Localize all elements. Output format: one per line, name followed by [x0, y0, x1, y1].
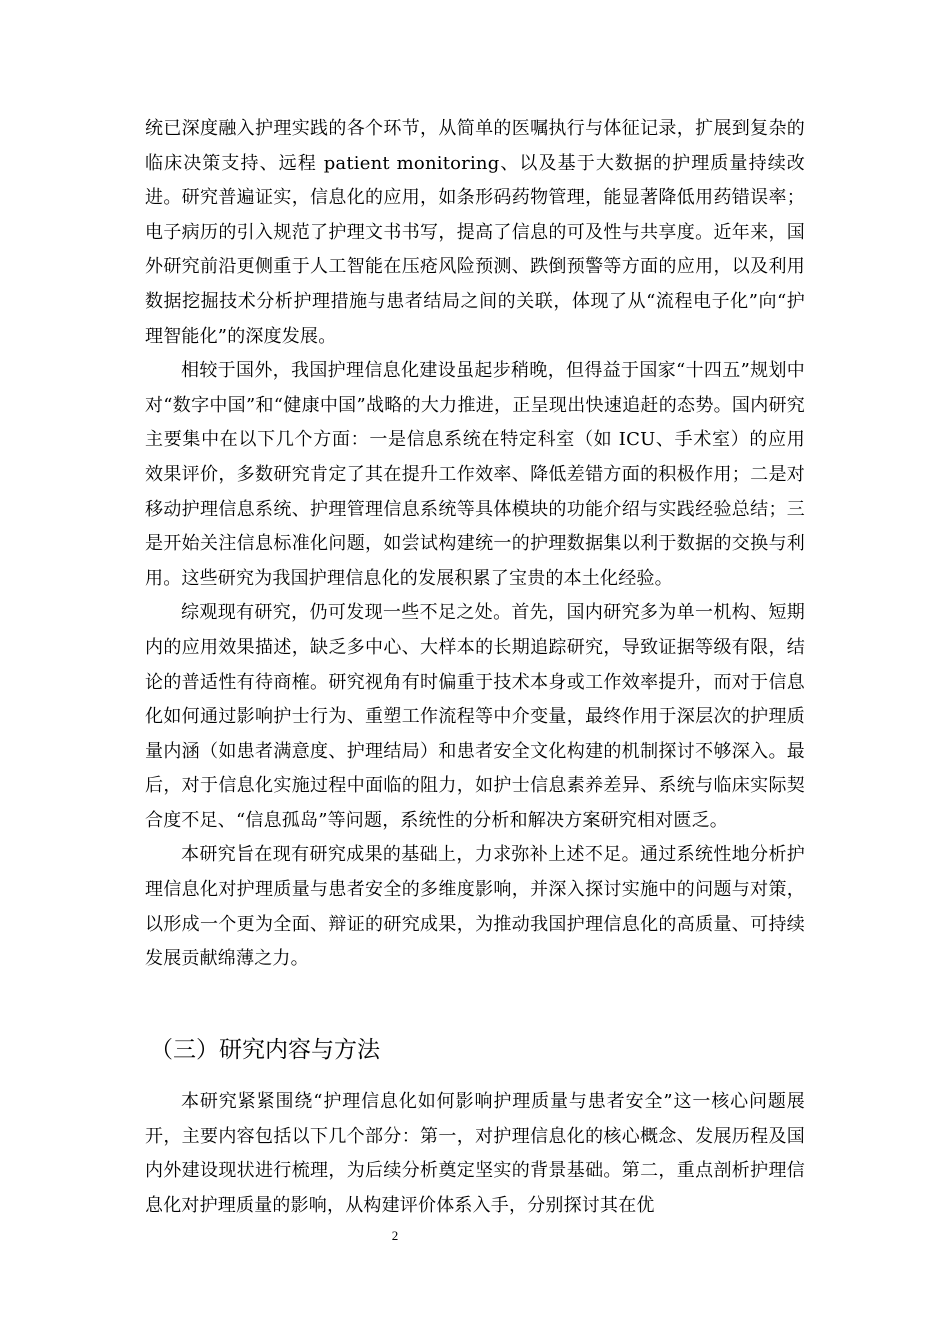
- page-number: 2: [391, 1228, 399, 1243]
- paragraph-research-gaps: 综观现有研究，仍可发现一些不足之处。首先，国内研究多为单一机构、短期内的应用效果描述，缺乏多中心、大样本的长期追踪研究，导致证据等级有限，结论的普适性有待商榷。研究视角有时偏重于技术本身或工作效率提升，而对于信息化如何通过影响护士行为、重塑工作流程等中介变量，最终作用于深层次的护理质量内涵（如患者满意度、护理结局）和患者安全文化构建的机制探讨不够深入。最后，对于信息化实施过程中面临的阻力，如护士信息素养差异、系统与临床实际契合度不足、“信息孤岛”等问题，系统性的分析和解决方案研究相对匮乏。: [145, 602, 805, 831]
- body-text-after-heading: [145, 1085, 805, 1223]
- paragraph-continued: 统已深度融入护理实践的各个环节，从简单的医嘱执行与体征记录，扩展到复杂的临床决策支持、远程 patient monitoring、以及基于大数据的护理质量持续改进。研究普遍证实，信息化的应用，如条形码药物管理，能显著降低用药错误率；电子病历的引入规范了护理文书书写，提高了信息的可及性与共享度。近年来，国外研究前沿更侧重于人工智能在压疮风险预测、跌倒预警等方面的应用，以及利用数据挖掘技术分析护理措施与患者结局之间的关联，体现了从“流程电子化”向“护理智能化”的深度发展。: [145, 118, 805, 347]
- paragraph-domestic-research: 相较于国外，我国护理信息化建设虽起步稍晚，但得益于国家“十四五”规划中对“数字中国”和“健康中国”战略的大力推进，正呈现出快速追赶的态势。国内研究主要集中在以下几个方面：一是信息系统在特定科室（如 ICU、手术室）的应用效果评价，多数研究肯定了其在提升工作效率、降低差错方面的积极作用；二是对移动护理信息系统、护理管理信息系统等具体模块的功能介绍与实践经验总结；三是开始关注信息标准化问题，如尝试构建统一的护理数据集以利于数据的交换与利用。这些研究为我国护理信息化的发展积累了宝贵的本土化经验。: [145, 360, 805, 589]
- paragraph-research-aim: 本研究旨在现有研究成果的基础上，力求弥补上述不足。通过系统性地分析护理信息化对护理质量与患者安全的多维度影响，并深入探讨实施中的问题与对策，以形成一个更为全面、辩证的研究成果，为推动我国护理信息化的高质量、可持续发展贡献绵薄之力。: [145, 844, 805, 970]
- section-heading: （三）研究内容与方法: [150, 1037, 380, 1063]
- body-text-before-heading: [145, 112, 805, 977]
- paragraph-research-content: 本研究紧紧围绕“护理信息化如何影响护理质量与患者安全”这一核心问题展开，主要内容包括以下几个部分：第一，对护理信息化的核心概念、发展历程及国内外建设现状进行梳理，为后续分析奠定坚实的背景基础。第二，重点剖析护理信息化对护理质量的影响，从构建评价体系入手，分别探讨其在优: [145, 1091, 805, 1216]
